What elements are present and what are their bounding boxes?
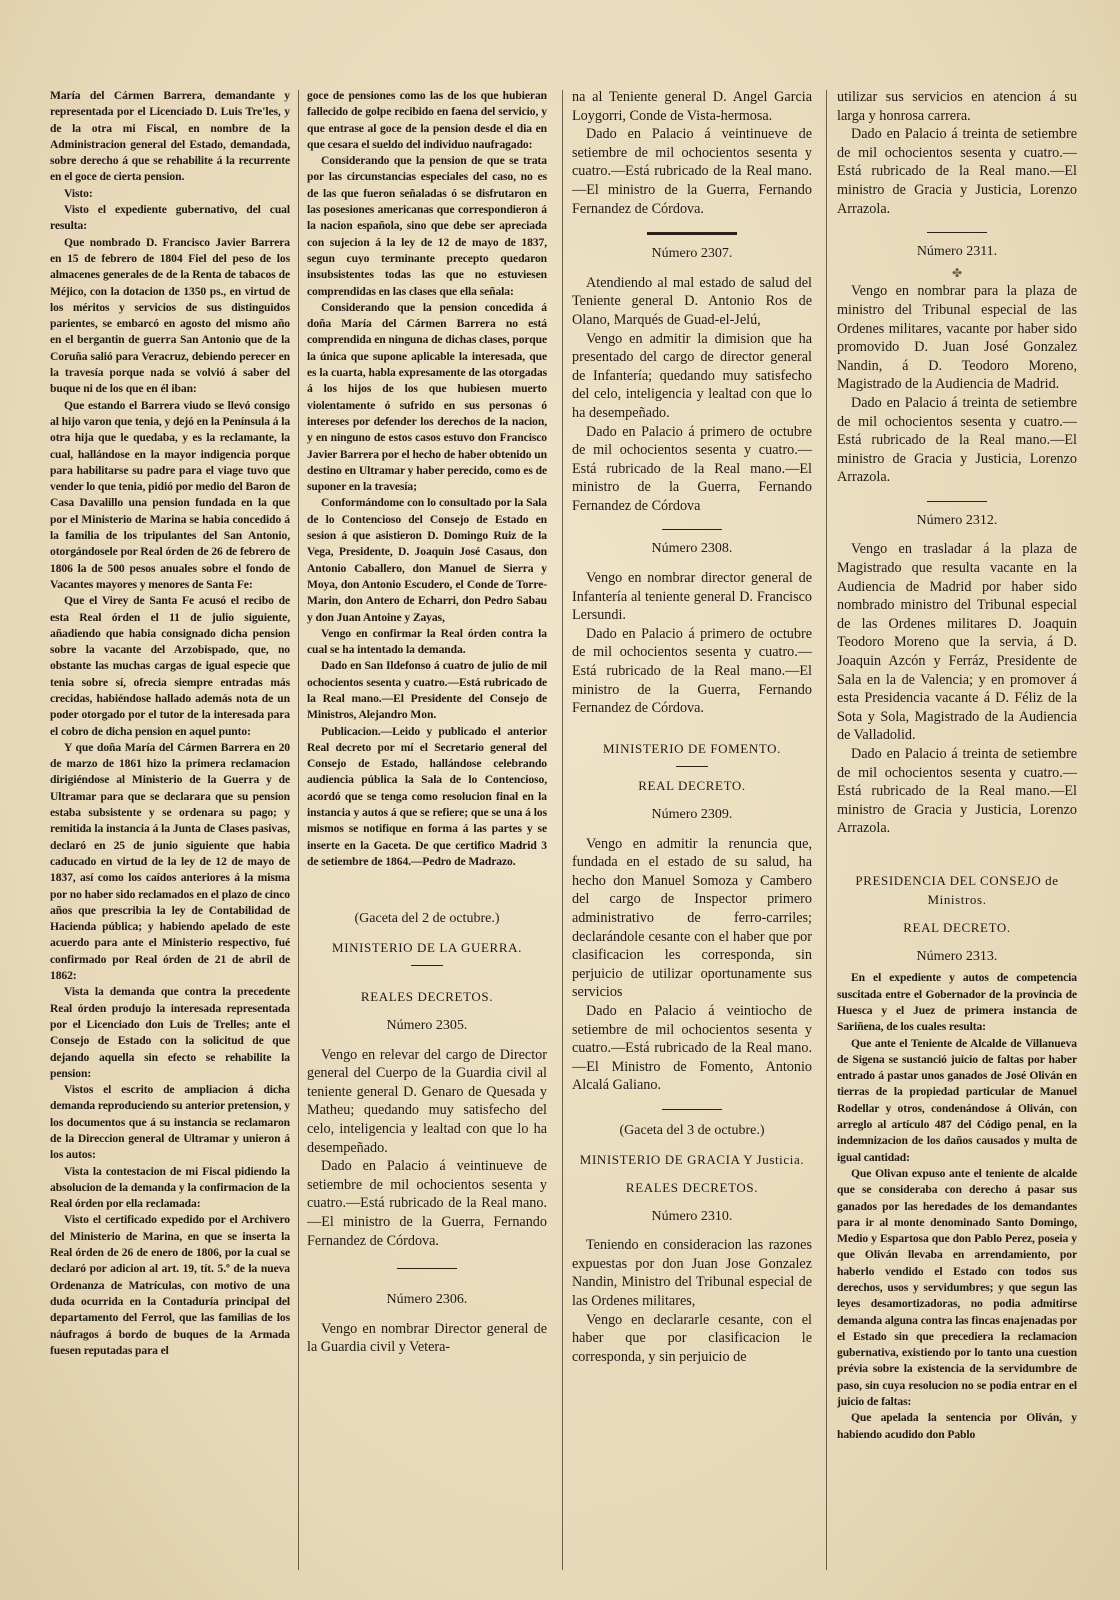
paragraph: Vista la contestacion de mi Fiscal pidiendo la absolucion de la demanda y la confirmacion de la Real órden por ella reclamada: <box>50 1164 290 1211</box>
paragraph: Dado en Palacio á veintiocho de setiembre de mil ochocientos sesenta y cuatro.—Está rubricado de la Real mano.—El Ministro de Fomento, Antonio Alcalá Galiano. <box>572 1002 812 1094</box>
decree-number: Número 2306. <box>386 1292 468 1308</box>
decree-number: Número 2310. <box>651 1208 733 1224</box>
paragraph: Que apelada la sentencia por Oliván, y habiendo acudido don Pablo <box>837 1411 1077 1441</box>
section-heading: MINISTERIO DE FOMENTO. <box>603 740 781 756</box>
paragraph: Vengo en declararle cesante, con el haber que por clasificacion le corresponda, y sin perjuicio de <box>572 1311 812 1365</box>
section-heading: REAL DECRETO. <box>903 920 1011 936</box>
section-heading: MINISTERIO DE GRACIA Y Justicia. <box>579 1151 805 1167</box>
paragraph: Dado en Palacio á primero de octubre de mil ochocientos sesenta y cuatro.—Está rubricado de la Real mano.—El ministro de la Guerra, Fernando Fernandez de Córdova <box>572 423 812 514</box>
divider <box>647 232 737 235</box>
paragraph: Publicacion.—Leido y publicado el anterior Real decreto por mí el Secretario general del Consejo de Estado, hallándose celebrando audiencia pública la Sala de lo Contencioso, acordó que se tenga como resolucion final en la instancia y autos á que se refiere; que se una á los mismos se notifique en forma á las partes y se inserte en la Gaceta. De que certifico Madrid 3 de setiembre de 1864.—Pedro de Madrazo. <box>307 724 547 868</box>
paragraph: Vengo en nombrar Director general de la Guardia civil y Vetera- <box>307 1320 547 1356</box>
paragraph: Vista la demanda que contra la precedente Real órden produjo la interesada representada por el Licenciado don Luis de Trelles; ante el Consejo de Estado con la solicitud de que dejando aquella sin efecto se rehabilite la pension: <box>50 985 290 1080</box>
column-rule <box>562 90 563 1570</box>
divider <box>927 501 987 502</box>
paragraph: Dado en Palacio á treinta de setiembre de mil ochocientos sesenta y cuatro.—Está rubricado de la Real mano.—El ministro de Gracia y Justicia, Lorenzo Arrazola. <box>837 126 1077 217</box>
paragraph: Vengo en admitir la dimision que ha presentado del cargo de director general de Infantería; quedando muy satisfecho del celo, inteligencia y lealtad con que lo ha desempeñado. <box>572 330 812 421</box>
section-heading: PRESIDENCIA DEL CONSEJO de Ministros. <box>855 872 1059 907</box>
decree-number: Número 2312. <box>916 512 998 528</box>
column-rule <box>826 90 827 1570</box>
section-heading: MINISTERIO DE LA GUERRA. <box>332 939 522 955</box>
paragraph: Y que doña María del Cármen Barrera en 20 de marzo de 1861 hizo la primera reclamacion dirigiéndose al Ministerio de la Guerra y de Ultramar para que se declarara que su pension estaba subsistente y se ordenara su pago; y remitida la instancia á la Junta de Clases pasivas, declaró en 25 de junio siguiente que habia caducado en virtud de la ley de 12 de mayo de 1837, así como los caídos anteriores á la misma por no haber sido reclamados en el plazo de cinco años que prescribia la ley de Contabilidad de Hacienda pública; y habiendo apelado de este acuerdo para ante el Ministerio respectivo, fué confirmado por Real órden de 21 de abril de 1862: <box>50 740 290 983</box>
decree-number: Número 2309. <box>651 807 733 822</box>
paragraph: Vengo en admitir la renuncia que, fundada en el estado de su salud, ha hecho don Manuel Somoza y Cambero del cargo de Inspector primero administrativo de ferro-carriles; declarándole cesante con el haber que por clasificacion les corresponda, sin perjuicio de utilizar oportunamente sus servicios <box>572 835 812 1001</box>
paragraph: Que el Virey de Santa Fe acusó el recibo de esta Real órden el 11 de julio siguiente, añadiendo que habia consignado dicha pension sobre la vacante del Arzobispado, que, no obstante las muchas cargas de igual especie que tenia sobre sí, ofrecia siempre entradas más crecidas, habiéndose hallado además nota de un poder otorgado por el tutor de la interesada para el cobro de dicha pension en aquel punto: <box>50 594 290 738</box>
divider <box>397 1268 457 1269</box>
paragraph: Vistos el escrito de ampliacion á dicha demanda reproduciendo su anterior pretension, y los documentos que á su instancia se reclamaron de la Direccion general de Ultramar y unieron á los autos: <box>50 1083 290 1162</box>
paragraph: Vengo en trasladar á la plaza de Magistrado que resulta vacante en la Audiencia de Madrid por haber sido nombrado ministro del Tribunal especial de las Ordenes militares D. Joaquin Teodoro Moreno que la servia, á D. Joaquin Azcón y Ferráz, Presidente de Sala en la de Valencia; y en promover á esta Presidencia vacante á D. Féliz de la Sota y Sola, Magistrado de la Audiencia de Valladolid. <box>837 541 1077 744</box>
paragraph: Visto el expediente gubernativo, del cual resulta: <box>50 203 290 233</box>
paragraph: Que nombrado D. Francisco Javier Barrera en 15 de febrero de 1804 Fiel del peso de los almacenes generales de de la Renta de tabacos de Méjico, con la dotacion de 1350 ps., en virtud de los méritos y servicios de sus distinguidos parientes, se embarcó en agosto del mismo año en el bergantin de guerra San Antonio que de la Coruña salió para Veracruz, debiendo perecer en la travesía porque nada se volvió á saber del buque ni de los que en él iban: <box>50 235 290 396</box>
column-2 <box>307 88 547 1580</box>
paragraph: Atendiendo al mal estado de salud del Teniente general D. Antonio Ros de Olano, Marqués de Guad-el-Jelú, <box>572 274 812 328</box>
section-heading: REALES DECRETOS. <box>360 989 494 1005</box>
column-3 <box>572 88 812 1580</box>
paragraph: María del Cármen Barrera, demandante y representada por el Licenciado D. Luis Tre'les, y de la otra mi Fiscal, en nombre de la Administracion general del Estado, demandada, sobre derecho á que se rehabilite á la recurrente en el goce de cierta pension. <box>50 89 290 184</box>
divider <box>662 1109 722 1110</box>
decree-number: Número 2308. <box>651 541 733 557</box>
column-1 <box>50 88 290 1580</box>
paragraph: Vengo en confirmar la Real órden contra la cual se ha intentado la demanda. <box>307 626 547 657</box>
divider <box>927 232 987 233</box>
decree-number: Número 2311. <box>916 244 998 260</box>
paragraph: Dado en Palacio á primero de octubre de mil ochocientos sesenta y cuatro.—Está rubricado de la Real mano.—El ministro de la Guerra, Fernando Fernandez de Córdova. <box>572 625 812 717</box>
divider <box>676 766 708 767</box>
paragraph: Considerando que la pension de que se trata por las circunstancias especiales del caso, no es de las que fueron señaladas ó se disfrutaron en las posesiones americanas que correspondieron á la nacion española, sino que debe ser apreciada con sujecion á la ley de 12 de mayo de 1837, segun cuyo terminante precepto quedaron insubsistentes todas las que no estuviesen comprendidas en las clases que ella señala: <box>307 154 547 298</box>
divider <box>662 529 722 530</box>
paragraph: Que estando el Barrera viudo se llevó consigo al hijo varon que tenia, y dejó en la Península á la otra hija que le quedaba, y es la reclamante, la cual, hallándose en la mayor indigencia porque para habilitarse su padre para el viage tuvo que vender lo que tenia, pidió por medio del Baron de Casa Davalillo una pension fundada en la que por el Ministerio de Marina se habia concedido á la familia de los tripulantes del San Antonio, otorgándosele por Real órden de 26 de febrero de 1806 la de 500 pesos anuales sobre el fondo de Vacantes mayores y menores de Santa Fe: <box>50 398 290 591</box>
paragraph: utilizar sus servicios en atencion á su larga y honrosa carrera. <box>837 89 1077 124</box>
paragraph: Conformándome con lo consultado por la Sala de lo Contencioso del Consejo de Estado en sesion á que asistieron D. Domingo Ruiz de la Vega, Presidente, D. Joaquin José Casaus, don Antonio Caballero, don Manuel de Sierra y Moya, don Antonio Escudero, el Conde de Torre-Marin, don Antero de Echarri, don Pedro Sabau y don Juan Antoine y Zayas, <box>307 496 547 624</box>
paragraph: Que Olivan expuso ante el teniente de alcalde que se consideraba con derecho á pasar sus ganados por las heredades de los demandantes para ir al monte denominado Santo Domingo, Medio y Espartosa que don Pablo Perez, poseia y que Oliván llevaba en arrendamiento, por haberlo vendido el Estado con todos sus derechos, usos y servidumbres; y que segun las leyes desamortizadoras, no podia admitirse demanda alguna contra las fincas enajenadas por el Estado sin que precediera la reclamacion gubernativa, existiendo por lo tanto una cuestion prévia sobre la existencia de la servidumbre de paso, sin cuya resolucion no se podia entrar en el juicio de faltas: <box>837 1166 1077 1409</box>
decree-number: Número 2305. <box>386 1018 468 1034</box>
paragraph: Considerando que la pension concedida á doña María del Cármen Barrera no está comprendida en ninguna de dichas clases, porque la única que supone aplicable la interesada, que es la cuarta, habla expresamente de las otorgadas á los hijos de los que hubiesen muerto violentamente ó sufrido en sus personas ó intereses por defender los derechos de la nacion, y en ninguno de estos casos estuvo don Francisco Javier Barrera por el hecho de haber obtenido un destino en Ultramar y haber perecido, como es de suponer en la travesía; <box>307 300 547 494</box>
paragraph: Dado en Palacio á treinta de setiembre de mil ochocientos sesenta y cuatro.—Está rubricado de la Real mano.—El ministro de Gracia y Justicia, Lorenzo Arrazola. <box>837 394 1077 486</box>
decree-number: Número 2313. <box>916 948 998 964</box>
paragraph: Vengo en nombrar director general de Infantería al teniente general D. Francisco Lersundi. <box>572 570 812 624</box>
ornament-icon: ✤ <box>951 265 963 280</box>
section-heading: REAL DECRETO. <box>638 778 746 794</box>
column-4 <box>837 88 1077 1580</box>
section-heading: REALES DECRETOS. <box>625 1180 759 1196</box>
paragraph: Teniendo en consideracion las razones expuestas por don Juan Jose Gonzalez Nandin, Ministro del Tribunal especial de las Ordenes militares, <box>572 1237 812 1310</box>
column-rule <box>298 90 299 1570</box>
gaceta-date: (Gaceta del 3 de octubre.) <box>619 1122 765 1138</box>
paragraph: Que ante el Teniente de Alcalde de Villanueva de Sigena se sustanció juicio de faltas por haber entrado á pastar unos ganados de José Oliván en tierras de la propiedad particular de Manuel Rodellar y otros, condenándose á Oliván, con arreglo al artículo 487 del Código penal, en la indemnizacion de los daños causados y multa de igual cantidad: <box>837 1036 1077 1164</box>
paragraph: Dado en Palacio á veintinueve de setiembre de mil ochocientos sesenta y cuatro.—Está rubricado de la Real mano.—El ministro de la Guerra, Fernando Fernandez de Córdova. <box>307 1158 547 1249</box>
paragraph: Vengo en nombrar para la plaza de ministro del Tribunal especial de las Ordenes militares, vacante por haber sido promovido D. Juan José Gonzalez Nandin, á D. Teodoro Moreno, Magistrado de la Audiencia de Madrid. <box>837 283 1077 393</box>
paragraph: Visto: <box>64 186 93 200</box>
paragraph: goce de pensiones como las de los que hubieran fallecido de golpe recibido en faena del servicio, y que entrase al goce de la pension desde el dia en que cesara el sueldo del individuo naufragado: <box>307 89 547 151</box>
paragraph: Dado en Palacio á treinta de setiembre de mil ochocientos sesenta y cuatro.—Está rubricado de la Real mano.—El ministro de Gracia y Justicia, Lorenzo Arrazola. <box>837 746 1077 837</box>
paragraph: Dado en San Ildefonso á cuatro de julio de mil ochocientos sesenta y cuatro.—Está rubricado de la Real mano.—El Presidente del Consejo de Ministros, Alejandro Mon. <box>307 659 547 722</box>
divider <box>411 965 443 966</box>
paragraph: Visto el certificado expedido por el Archivero del Ministerio de Marina, en que se inserta la Real órden de 26 de enero de 1806, por la cual se declaró por adicion al art. 19, tít. 5.º de la nueva Ordenanza de Matrículas, con motivo de una duda ocurrida en la Contaduría principal del departamento del Ferrol, que las familias de los náufragos á bordo de buques de la Armada fuesen reputadas para el <box>50 1213 290 1357</box>
paragraph: na al Teniente general D. Angel Garcia Loygorri, Conde de Vista-hermosa. <box>572 89 812 124</box>
paragraph: Dado en Palacio á veintinueve de setiembre de mil ochocientos sesenta y cuatro.—Está rubricado de la Real mano.—El ministro de la Guerra, Fernando Fernandez de Córdova. <box>572 126 812 217</box>
paragraph: Vengo en relevar del cargo de Director general del Cuerpo de la Guardia civil al teniente general D. Genaro de Quesada y Matheu; quedando muy satisfecho del celo, inteligencia y lealtad con que lo ha desempeñado. <box>307 1046 547 1156</box>
paragraph: En el expediente y autos de competencia suscitada entre el Gobernador de la provincia de Huesca y el Juez de primera instancia de Sariñena, de los cuales resulta: <box>837 971 1077 1034</box>
decree-number: Número 2307. <box>651 246 733 262</box>
gaceta-date: (Gaceta del 2 de octubre.) <box>354 911 500 927</box>
